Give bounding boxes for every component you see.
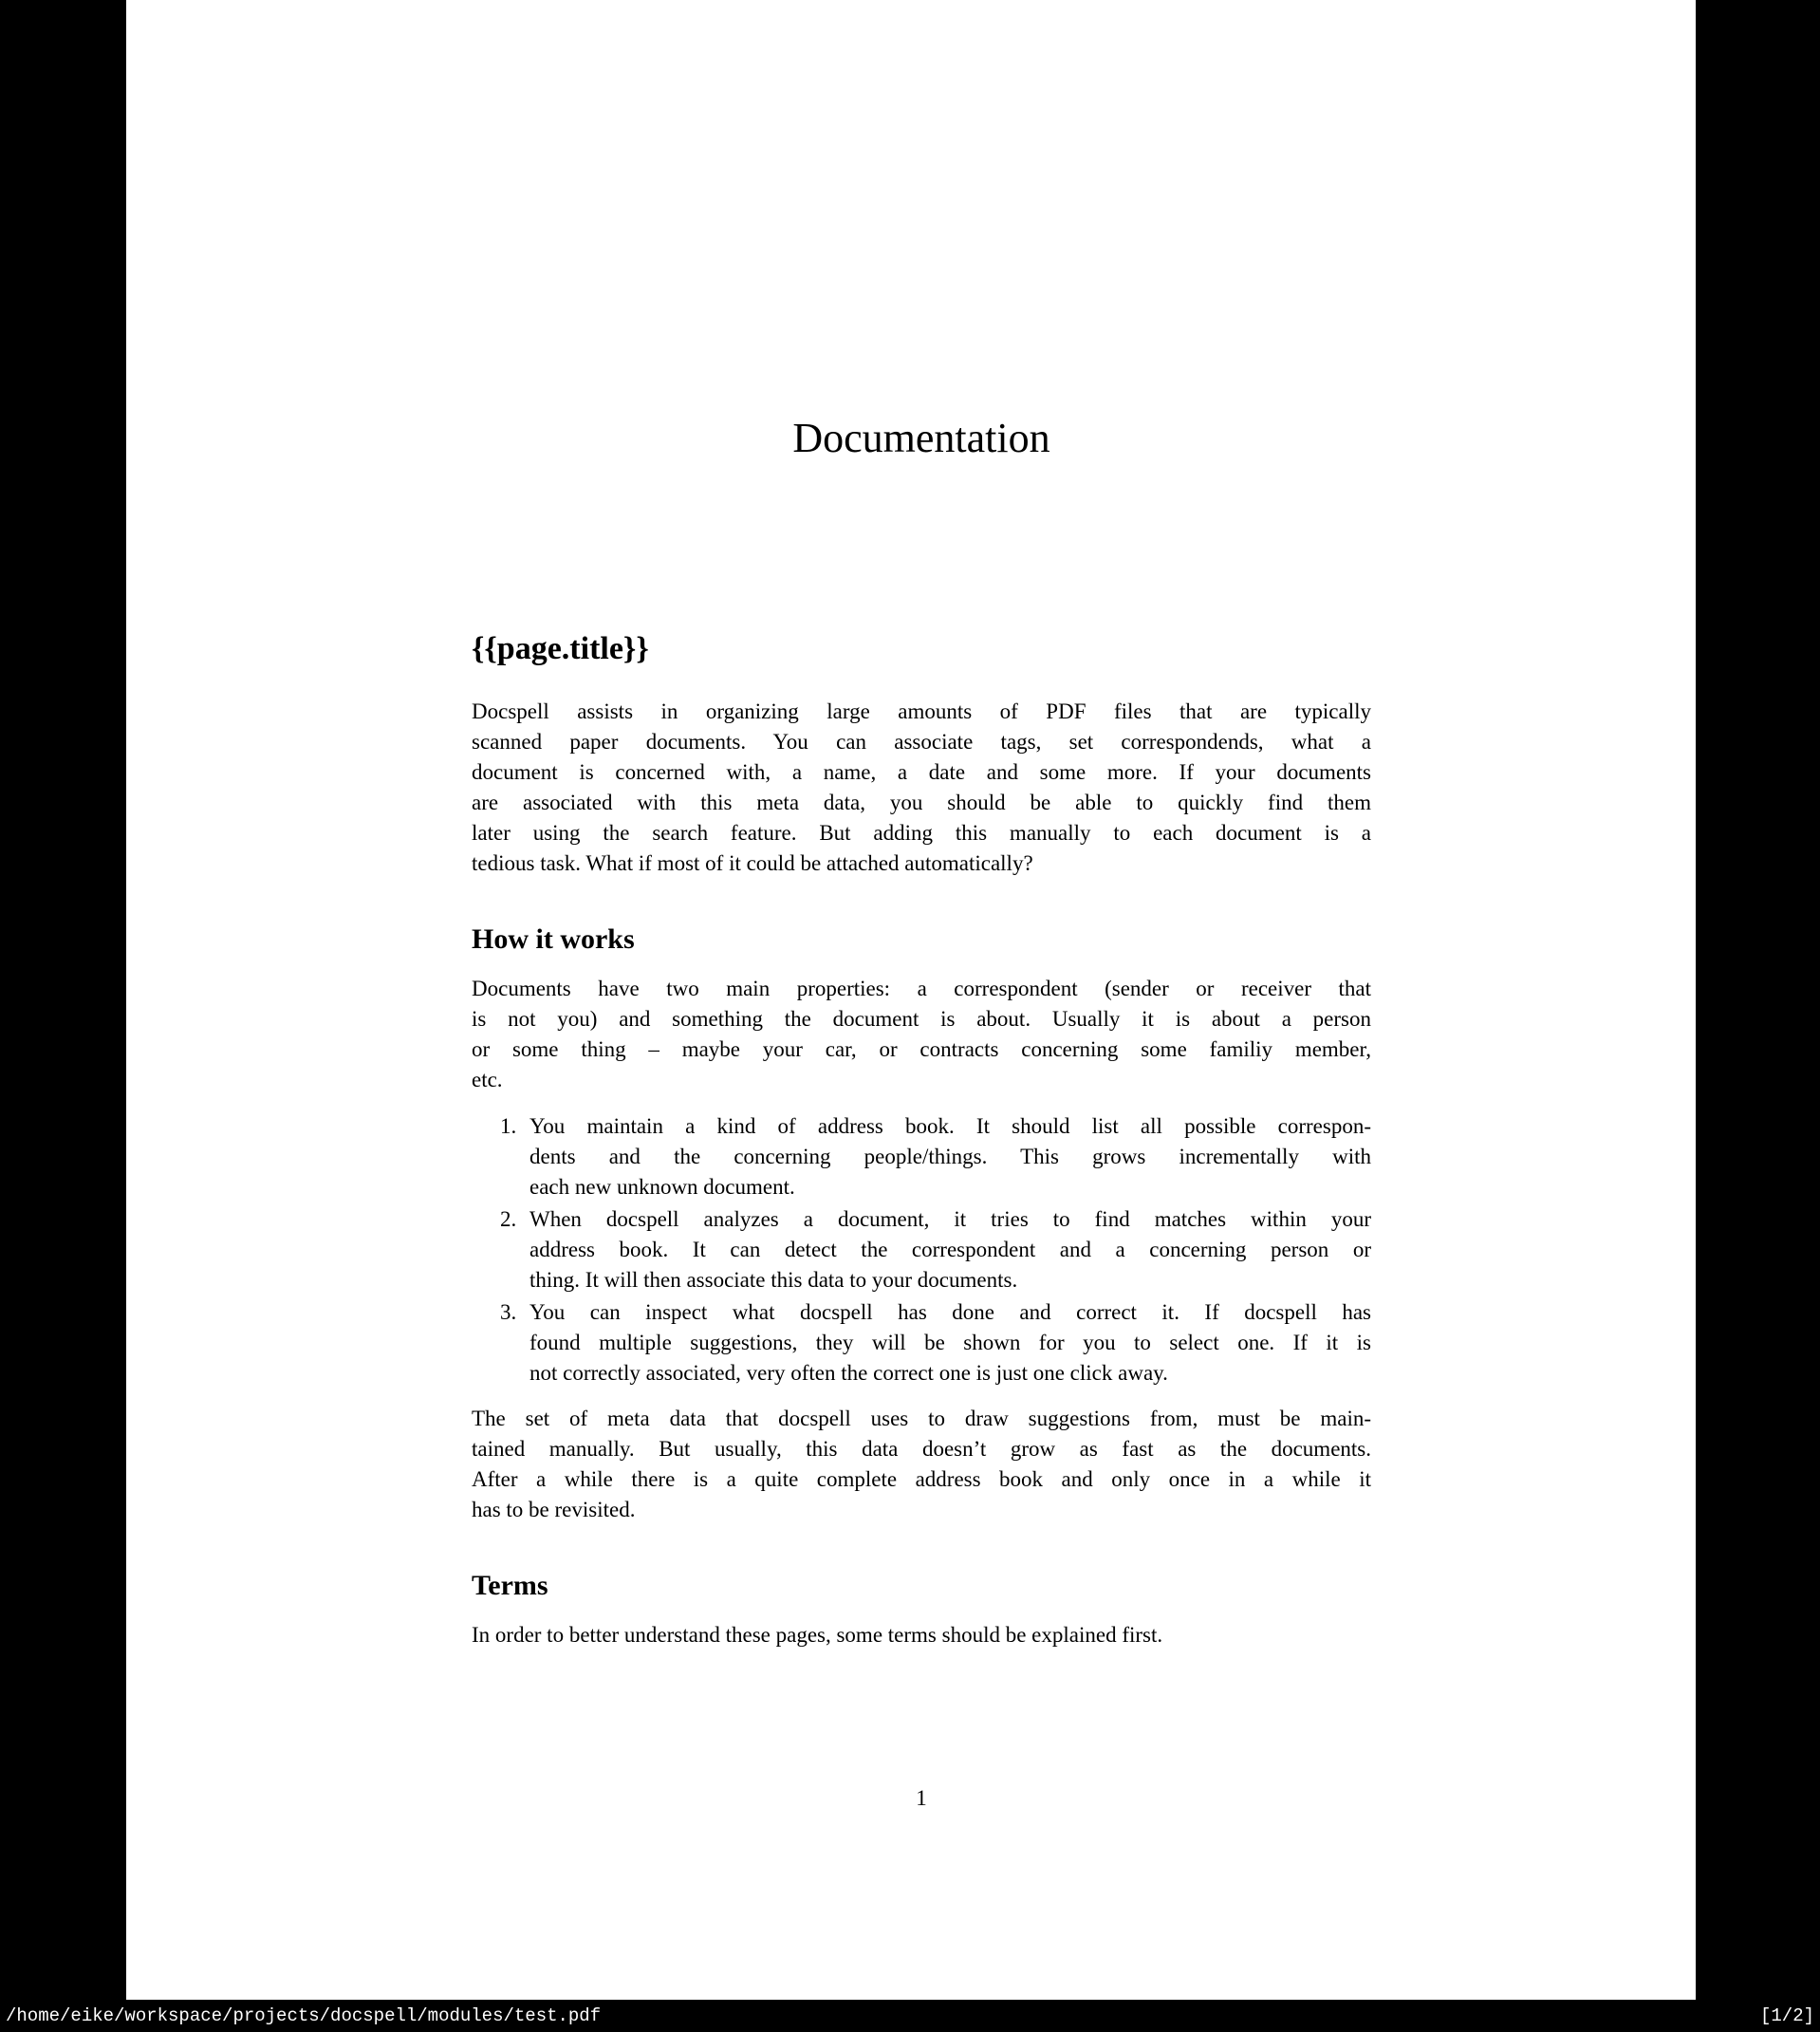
status-file-path: /home/eike/workspace/projects/docspell/modules/test.pdf [6,2005,602,2026]
text-line: or some thing – maybe your car, or contracts concerning some familiy member, [472,1037,1371,1061]
document-body [472,628,1371,1650]
text-line: tained manually. But usually, this data doesn’t grow as fast as the documents. [472,1437,1371,1461]
text-line: is not you) and something the document is about. Usually it is about a person [472,1007,1371,1031]
list-item-number: 2. [500,1207,517,1231]
text-line: You can inspect what docspell has done and correct it. If docspell has [529,1300,1371,1324]
list-item [472,1111,1371,1202]
text-line: Docspell assists in organizing large amounts of PDF files that are typically [472,699,1371,723]
text-line: After a while there is a quite complete address book and only once in a while it [472,1467,1371,1491]
paragraph [472,1620,1371,1650]
list-item-number: 3. [500,1300,517,1324]
text-line: dents and the concerning people/things. This grows incrementally with [529,1145,1371,1168]
text-line: later using the search feature. But adding this manually to each document is a [472,821,1371,845]
page-number: 1 [916,1786,927,1810]
status-page-indicator: [1/2] [1759,2005,1814,2026]
text-line: not correctly associated, very often the correct one is just one click away. [529,1361,1168,1385]
section-heading: How it works [472,923,635,955]
paragraph [472,974,1371,1095]
text-line: Documents have two main properties: a correspondent (sender or receiver that [472,977,1371,1000]
list-item [472,1297,1371,1389]
list-item-text [529,1111,1371,1202]
text-line: You maintain a kind of address book. It should list all possible correspon- [529,1114,1371,1138]
page-content [472,0,1371,1814]
list-item-text [529,1297,1371,1389]
text-line: The set of meta data that docspell uses to draw suggestions from, must be main- [472,1407,1371,1430]
text-line: When docspell analyzes a document, it tries to find matches within your [529,1207,1371,1231]
status-bar [0,2000,1820,2032]
paragraph [472,697,1371,879]
pdf-page [126,0,1696,2000]
list-item-number: 1. [500,1114,517,1138]
section-heading: Terms [472,1570,548,1601]
ordered-list [472,1111,1371,1389]
document-title: Documentation [792,415,1050,461]
text-line: address book. It can detect the correspondent and a concerning person or [529,1238,1371,1261]
text-line: scanned paper documents. You can associate tags, set correspondends, what a [472,730,1371,754]
paragraph [472,1404,1371,1525]
list-item-text [529,1204,1371,1296]
list-item [472,1204,1371,1296]
text-line: tedious task. What if most of it could be attached automatically? [472,851,1033,875]
text-line: thing. It will then associate this data to your documents. [529,1268,1018,1292]
text-line: has to be revisited. [472,1498,636,1521]
text-line: In order to better understand these pages, some terms should be explained first. [472,1623,1163,1647]
text-line: are associated with this meta data, you should be able to quickly find them [472,791,1371,814]
text-line: etc. [472,1068,503,1091]
section-heading: {{page.title}} [472,631,649,666]
text-line: found multiple suggestions, they will be shown for you to select one. If it is [529,1331,1371,1354]
text-line: each new unknown document. [529,1175,795,1199]
text-line: document is concerned with, a name, a date and some more. If your documents [472,760,1371,784]
